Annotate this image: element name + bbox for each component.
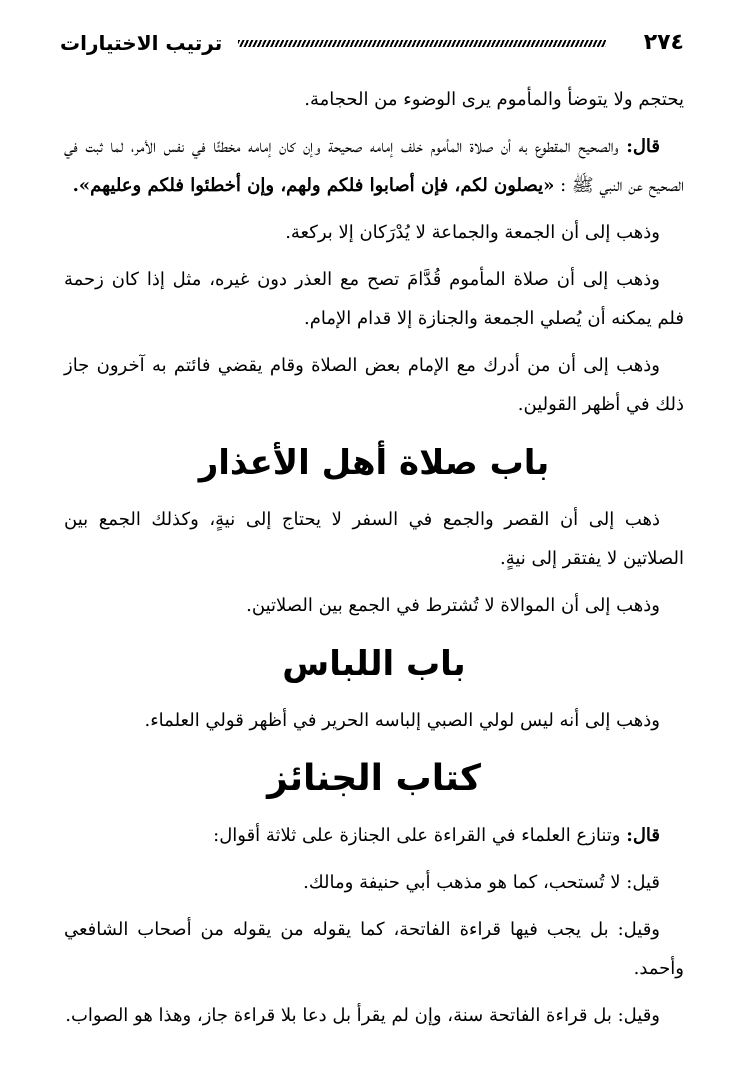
paragraph-text: وتنازع العلماء في القراءة على الجنازة على ثلاثة أقوال:: [213, 825, 627, 846]
page-body: [64, 80, 684, 1043]
section-heading-excuses: باب صلاة أهل الأعذار: [198, 443, 550, 483]
section-heading-funerals: كتاب الجنائز: [267, 758, 481, 799]
paragraph-continuation: يحتجم ولا يتوضأ والمأموم يرى الوضوء من الحجامة.: [304, 89, 684, 110]
paragraph-funeral-recitation: [64, 816, 684, 855]
running-title: ترتيب الاختيارات: [60, 31, 223, 55]
qala-label: قال:: [626, 825, 660, 846]
paragraph-mamum-front: وذهب إلى أن صلاة المأموم قُدَّامَ تصح مع العذر دون غيره، مثل إذا كان زحمة فلم يمكنه أن يُصلي الجمعة والجنازة إلا قدام الإمام.: [64, 269, 684, 329]
header-rule: [238, 40, 606, 47]
paragraph-silk: وذهب إلى أنه ليس لولي الصبي إلباسه الحرير في أظهر قولي العلماء.: [144, 710, 660, 731]
paragraph-jumuah-rakah: وذهب إلى أن الجمعة والجماعة لا يُدْرَكان إلا بركعة.: [285, 222, 660, 243]
paragraph-travel-shortening: ذهب إلى أن القصر والجمع في السفر لا يحتاج إلى نيةٍ، وكذلك الجمع بين الصلاتين لا يفتقر إلى نيةٍ.: [64, 509, 684, 569]
qala-label: قال:: [626, 136, 660, 157]
paragraph-imam-validity: [64, 127, 684, 205]
page-number: ٢٧٤: [643, 30, 684, 55]
paragraph-text: والصحيح المقطوع به أن صلاة المأموم خلف إمامه صحيحة وإن كان إمامه مخطئًا في نفس الأمر، لما ثبت في الصحيح عن النبي ﷺ :: [64, 136, 684, 196]
paragraph-continuity: وذهب إلى أن الموالاة لا تُشترط في الجمع بين الصلاتين.: [246, 595, 660, 616]
hadith-quote: «يصلون لكم، فإن أصابوا فلكم ولهم، وإن أخطئوا فلكم وعليهم».: [72, 175, 555, 196]
section-heading-clothing: باب اللباس: [282, 644, 466, 684]
paragraph-late-joiner: وذهب إلى أن من أدرك مع الإمام بعض الصلاة وقام يقضي فائتم به آخرون جاز ذلك في أظهر القولين.: [64, 355, 684, 415]
page-header: [60, 26, 684, 60]
paragraph-opinion-1: قيل: لا تُستحب، كما هو مذهب أبي حنيفة ومالك.: [303, 872, 660, 893]
paragraph-opinion-3: وقيل: بل قراءة الفاتحة سنة، وإن لم يقرأ بل دعا بلا قراءة جاز، وهذا هو الصواب.: [65, 1005, 660, 1026]
paragraph-opinion-2: وقيل: بل يجب فيها قراءة الفاتحة، كما يقوله من يقوله من أصحاب الشافعي وأحمد.: [64, 919, 684, 979]
